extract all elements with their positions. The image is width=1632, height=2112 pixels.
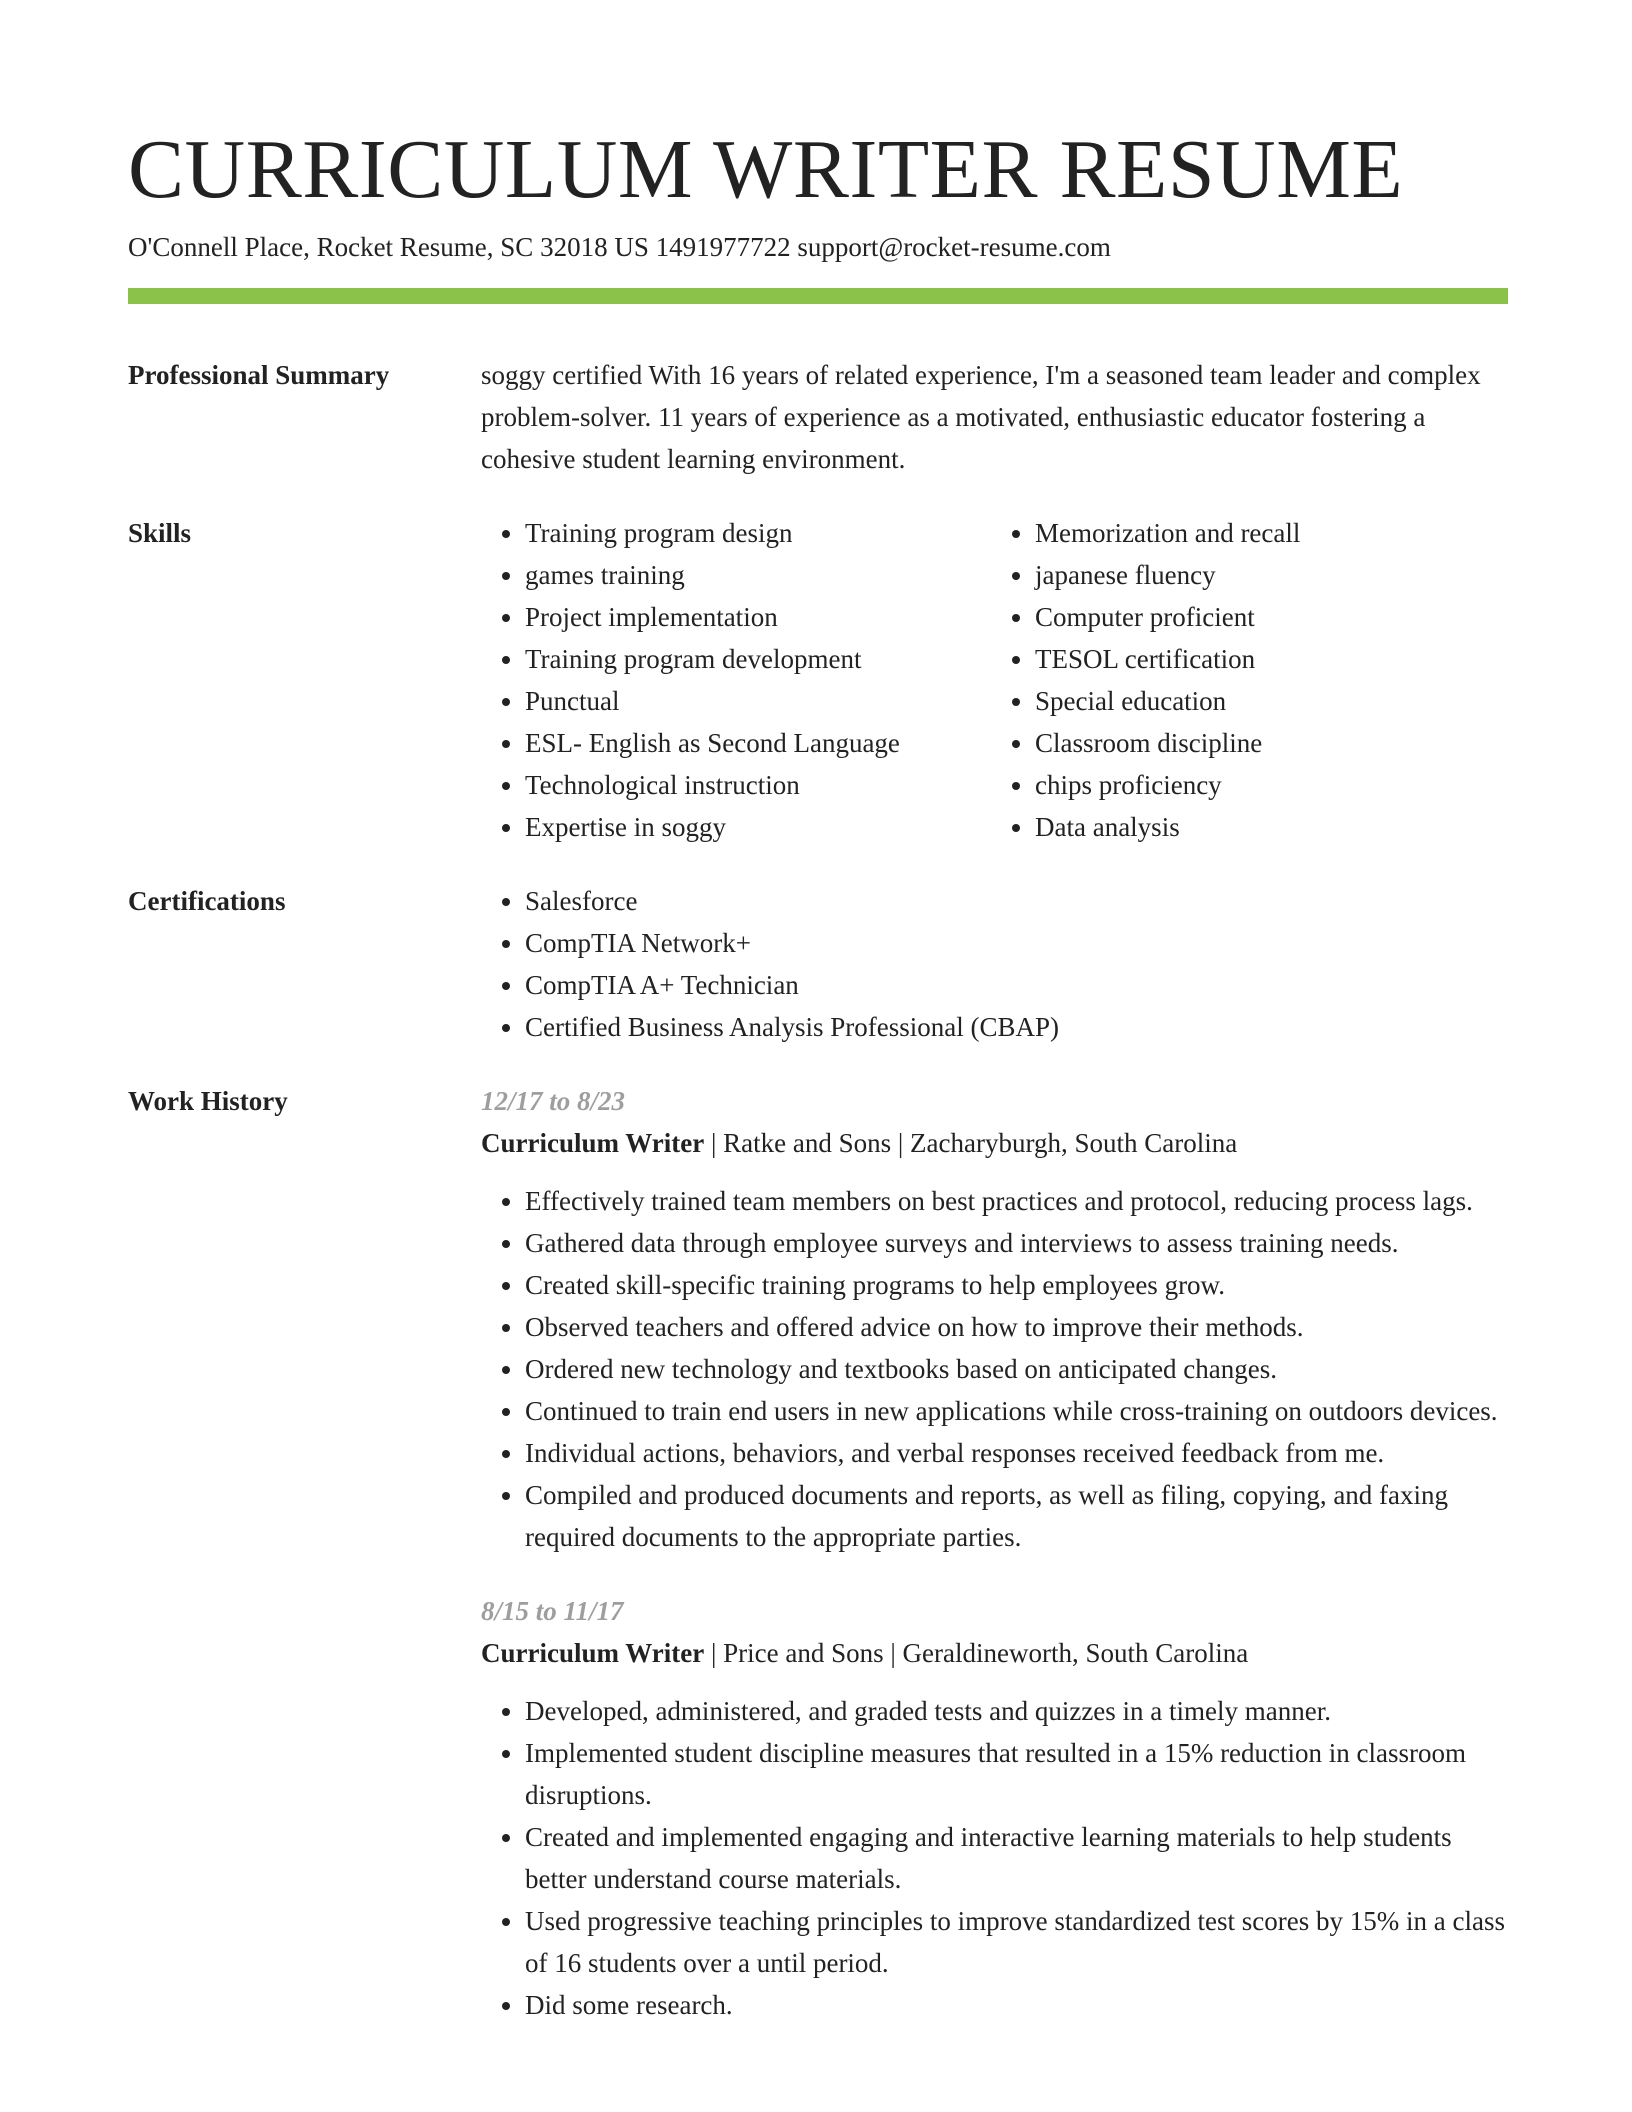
skill-item: • Training program design [525, 512, 985, 554]
job-bullet: • Gathered data through employee surveys and interviews to assess training needs. [525, 1222, 1508, 1264]
skill-item: • Expertise in soggy [525, 806, 985, 848]
job-bullet: • Individual actions, behaviors, and verbal responses received feedback from me. [525, 1432, 1508, 1474]
summary-section [128, 354, 1508, 480]
skill-item: • games training [525, 554, 985, 596]
skill-item: • japanese fluency [1035, 554, 1300, 596]
summary-text: soggy certified With 16 years of related experience, I'm a seasoned team leader and complex problem-solver. 11 years of experience as a motivated, enthusiastic educator fostering a cohesive student learning environment. [481, 360, 1481, 474]
section-label: Certifications [128, 886, 286, 916]
certification-item: • CompTIA Network+ [525, 922, 1508, 964]
job-bullets [481, 1690, 1508, 2026]
skill-item: • Computer proficient [1035, 596, 1300, 638]
resume-page [128, 120, 1508, 2026]
skill-item: • Data analysis [1035, 806, 1300, 848]
job-bullet: • Ordered new technology and textbooks based on anticipated changes. [525, 1348, 1508, 1390]
work-history-section [128, 1080, 1508, 2026]
certification-item: • CompTIA A+ Technician [525, 964, 1508, 1006]
job-bullet: • Developed, administered, and graded tests and quizzes in a timely manner. [525, 1690, 1508, 1732]
job-bullet: • Did some research. [525, 1984, 1508, 2026]
job-dates: 12/17 to 8/23 [481, 1086, 626, 1116]
certification-item: • Salesforce [525, 880, 1508, 922]
job-details: | Ratke and Sons | Zacharyburgh, South Carolina [704, 1128, 1238, 1158]
job-entry [481, 1590, 1508, 2026]
skills-column-left [481, 512, 985, 848]
accent-divider [128, 288, 1508, 304]
job-title: Curriculum Writer [481, 1128, 705, 1158]
job-details: | Price and Sons | Geraldineworth, South Carolina [704, 1638, 1249, 1668]
job-heading [481, 1122, 1508, 1164]
job-title: Curriculum Writer [481, 1638, 705, 1668]
job-bullets [481, 1180, 1508, 1558]
skill-item: • TESOL certification [1035, 638, 1300, 680]
skill-item: • ESL- English as Second Language [525, 722, 985, 764]
job-entry [481, 1080, 1508, 1558]
certifications-section [128, 880, 1508, 1048]
skills-column-right [985, 512, 1300, 848]
skill-item: • Training program development [525, 638, 985, 680]
skill-item: • Special education [1035, 680, 1300, 722]
section-label: Professional Summary [128, 360, 390, 390]
work-history-list [481, 1080, 1508, 2026]
job-bullet: • Created and implemented engaging and interactive learning materials to help students better understand course materials. [525, 1816, 1508, 1900]
skill-item: • Project implementation [525, 596, 985, 638]
section-label: Work History [128, 1086, 288, 1116]
skill-item: • Technological instruction [525, 764, 985, 806]
skill-item: • Classroom discipline [1035, 722, 1300, 764]
skills-list [481, 512, 1508, 848]
job-heading [481, 1632, 1508, 1674]
certification-item: • Certified Business Analysis Professional (CBAP) [525, 1006, 1508, 1048]
skill-item: • chips proficiency [1035, 764, 1300, 806]
skill-item: • Memorization and recall [1035, 512, 1300, 554]
contact-line: O'Connell Place, Rocket Resume, SC 32018 US 1491977722 support@rocket-resume.com [128, 232, 1111, 262]
resume-title: CURRICULUM WRITER RESUME [128, 123, 1404, 216]
job-bullet: • Used progressive teaching principles to improve standardized test scores by 15% in a class of 16 students over a until period. [525, 1900, 1508, 1984]
job-bullet: • Continued to train end users in new applications while cross-training on outdoors devices. [525, 1390, 1508, 1432]
section-label: Skills [128, 518, 192, 548]
job-bullet: • Observed teachers and offered advice on how to improve their methods. [525, 1306, 1508, 1348]
job-bullet: • Compiled and produced documents and reports, as well as filing, copying, and faxing required documents to the appropriate parties. [525, 1474, 1508, 1558]
job-bullet: • Implemented student discipline measures that resulted in a 15% reduction in classroom disruptions. [525, 1732, 1508, 1816]
certifications-list [481, 880, 1508, 1048]
job-dates: 8/15 to 11/17 [481, 1596, 624, 1626]
job-bullet: • Effectively trained team members on best practices and protocol, reducing process lags. [525, 1180, 1508, 1222]
skills-section [128, 512, 1508, 848]
skill-item: • Punctual [525, 680, 985, 722]
job-bullet: • Created skill-specific training programs to help employees grow. [525, 1264, 1508, 1306]
